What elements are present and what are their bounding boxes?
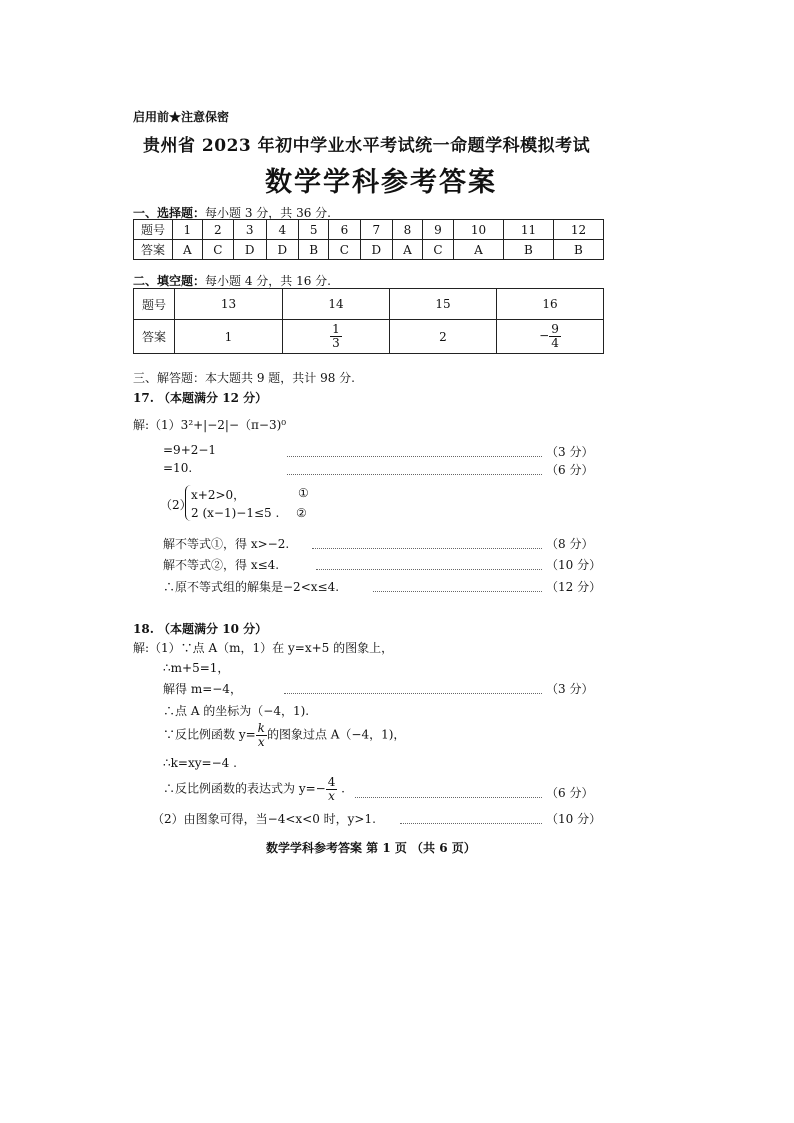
circled-mark: ① (298, 486, 309, 500)
answer-cell: B (553, 240, 603, 260)
dot-leader (287, 474, 542, 475)
denominator: x (257, 734, 265, 749)
confidential-notice: 启用前★注意保密 (133, 110, 230, 124)
answer-cell: 1 (175, 320, 283, 354)
question-number: 16 (497, 289, 604, 320)
answer-cell: 2 (390, 320, 497, 354)
answer-cell: A (393, 240, 423, 260)
answer-cell: B (503, 240, 553, 260)
choice-answer-table (133, 219, 604, 260)
dot-leader (284, 693, 542, 694)
fraction (549, 323, 561, 349)
circled-mark: ② (296, 506, 307, 520)
section2-heading-rest: 每小题 4 分，共 16 分. (205, 274, 331, 288)
q18-line5 (163, 722, 405, 748)
dot-leader (355, 797, 542, 798)
answer-cell: C (422, 240, 453, 260)
text: . (337, 781, 345, 796)
answer-cell: B (299, 240, 329, 260)
q17-line6: ∴原不等式组的解集是−2<x≤4. (163, 580, 340, 594)
row-label: 题号 (134, 220, 173, 240)
question-number: 3 (233, 220, 266, 240)
q18-title: 18. （本题满分 10 分） (133, 622, 268, 636)
row-label: 答案 (134, 240, 173, 260)
inequality-1: x+2>0， (191, 488, 246, 502)
section2-heading-bold: 二、填空题： (133, 274, 206, 288)
score-mark: （3 分） (546, 445, 594, 459)
numerator: k (257, 721, 265, 735)
q18-line8: （2）由图象可得，当−4<x<0 时，y>1. (152, 812, 376, 826)
row-label: 题号 (134, 289, 175, 320)
answer-cell: C (202, 240, 233, 260)
question-number: 9 (422, 220, 453, 240)
q18-line2: ∴m+5=1， (163, 661, 230, 675)
question-number: 12 (553, 220, 603, 240)
answer-cell: C (329, 240, 360, 260)
choice-answer-row (134, 240, 604, 260)
question-number: 8 (393, 220, 423, 240)
q17-line3: =10. (163, 461, 193, 475)
question-number: 11 (503, 220, 553, 240)
fraction (326, 776, 338, 802)
question-number: 7 (360, 220, 393, 240)
denominator: 4 (551, 336, 559, 350)
q17-title: 17. （本题满分 12 分） (133, 391, 268, 405)
answer-cell (283, 320, 390, 354)
inequality-2: 2 (x−1)−1≤5 . (191, 506, 280, 520)
dot-leader (373, 591, 542, 592)
fraction (256, 722, 267, 748)
answer-cell: A (173, 240, 203, 260)
numerator: 4 (327, 775, 336, 789)
denominator: 3 (332, 336, 340, 350)
denominator: x (328, 788, 335, 803)
q18-line7 (163, 776, 345, 802)
score-mark: （6 分） (546, 463, 594, 477)
fill-number-row (134, 289, 604, 320)
answer-cell: D (233, 240, 266, 260)
question-number: 1 (173, 220, 203, 240)
question-number: 10 (454, 220, 504, 240)
fill-blank-answer-table (133, 288, 604, 354)
fill-answer-row (134, 320, 604, 354)
answer-cell (497, 320, 604, 354)
text: ∴反比例函数的表达式为 y=− (163, 781, 326, 796)
question-number: 2 (202, 220, 233, 240)
score-mark: （6 分） (546, 786, 594, 800)
question-number: 14 (283, 289, 390, 320)
q17-line4: 解不等式①，得 x>−2. (163, 537, 290, 551)
q18-line3: 解得 m=−4， (163, 682, 242, 696)
numerator: 1 (332, 322, 340, 337)
score-mark: （8 分） (546, 537, 594, 551)
section2-heading (133, 272, 331, 289)
q17-line5: 解不等式②，得 x≤4. (163, 558, 280, 572)
score-mark: （10 分） (546, 812, 602, 826)
q18-line4: ∴点 A 的坐标为（−4，1). (163, 704, 310, 718)
section3-heading: 三、解答题：本大题共 9 题，共计 98 分. (133, 371, 355, 385)
answer-cell: A (454, 240, 504, 260)
exam-title: 贵州省 2023 年初中学业水平考试统一命题学科模拟考试 (143, 136, 591, 156)
score-mark: （3 分） (546, 682, 594, 696)
dot-leader (312, 548, 542, 549)
q17-line1: 解:（1）3²+|−2|−（π−3)⁰ (133, 418, 287, 432)
minus-sign: − (539, 329, 550, 343)
q17-part2-label: （2） (160, 498, 192, 512)
section1-heading-bold: 一、选择题： (133, 206, 206, 220)
question-number: 6 (329, 220, 360, 240)
question-number: 4 (266, 220, 299, 240)
dot-leader (400, 823, 542, 824)
q18-line6: ∴k=xy=−4 . (163, 756, 237, 770)
question-number: 15 (390, 289, 497, 320)
score-mark: （10 分） (546, 558, 602, 572)
page-title: 数学学科参考答案 (265, 167, 497, 198)
page-footer: 数学学科参考答案 第 1 页 （共 6 页） (266, 841, 476, 855)
answer-cell: D (266, 240, 299, 260)
dot-leader (287, 456, 542, 457)
numerator: 9 (551, 322, 559, 337)
fraction (330, 323, 342, 349)
text: ∵反比例函数 y= (163, 727, 256, 742)
section1-heading-rest: 每小题 3 分，共 36 分. (205, 206, 331, 220)
question-number: 5 (299, 220, 329, 240)
answer-cell: D (360, 240, 393, 260)
dot-leader (316, 569, 542, 570)
text: 的图象过点 A（−4，1)， (266, 727, 406, 742)
q18-line1: 解:（1）∵点 A（m，1）在 y=x+5 的图象上， (133, 641, 394, 655)
question-number: 13 (175, 289, 283, 320)
row-label: 答案 (134, 320, 175, 354)
score-mark: （12 分） (546, 580, 602, 594)
choice-number-row (134, 220, 604, 240)
q17-line2: =9+2−1 (163, 443, 217, 457)
